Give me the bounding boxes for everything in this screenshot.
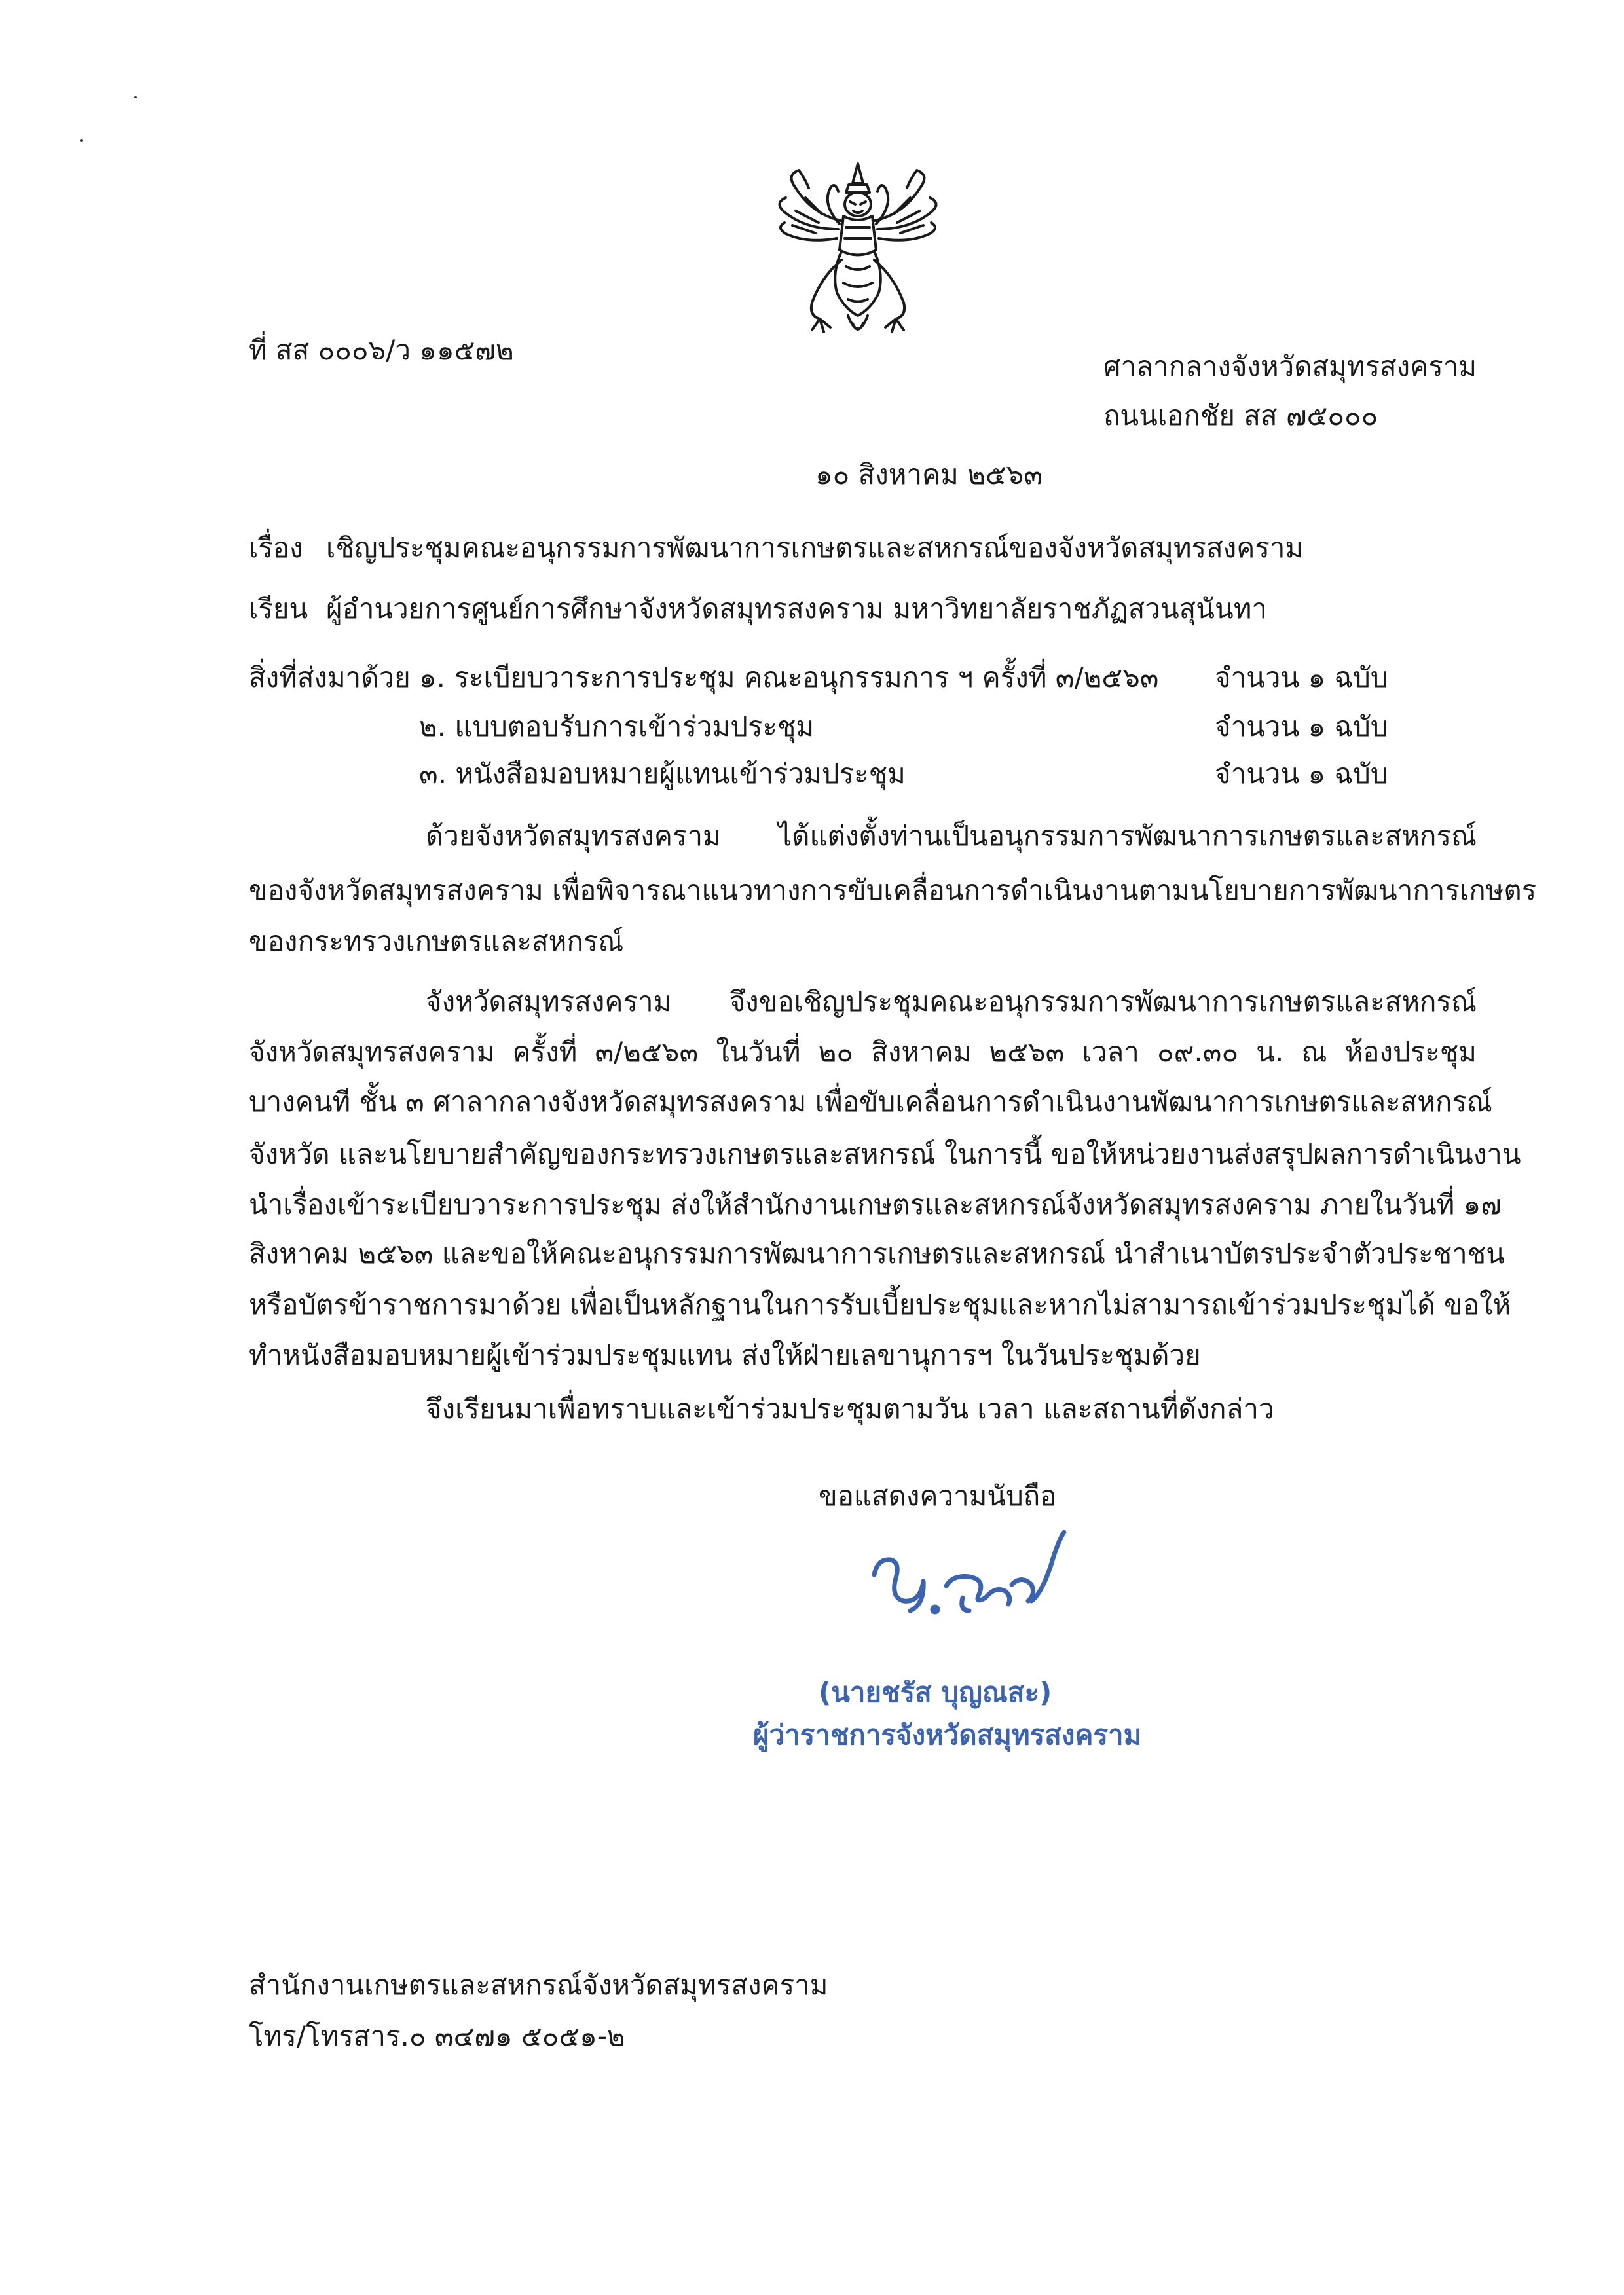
paragraph-2-line: จังหวัดสมุทรสงคราม จึงขอเชิญประชุมคณะอนุกรรมการพัฒนาการเกษตรและสหกรณ์ (426, 985, 1477, 1018)
enclosure-item: ๓. หนังสือมอบหมายผู้แทนเข้าร่วมประชุม (419, 758, 906, 790)
paragraph-1-line: ด้วยจังหวัดสมุทรสงคราม ได้แต่งตั้งท่านเป็นอนุกรรมการพัฒนาการเกษตรและสหกรณ์ (426, 820, 1477, 852)
document-date: ๑๐ สิงหาคม ๒๕๖๓ (815, 458, 1043, 490)
enclosure-quantity: จำนวน ๑ ฉบับ (1215, 758, 1388, 790)
enclosure-quantity: จำนวน ๑ ฉบับ (1215, 710, 1388, 743)
signatory-position: ผู้ว่าราชการจังหวัดสมุทรสงคราม (753, 1719, 1142, 1751)
contact-phone: โทร/โทรสาร.๐ ๓๔๗๑ ๕๐๕๑-๒ (249, 2020, 625, 2052)
paragraph-2-line: หรือบัตรข้าราชการมาด้วย เพื่อเป็นหลักฐานในการรับเบี้ยประชุมและหากไม่สามารถเข้าร่วมประชุมได้ ขอให้ (249, 1289, 1511, 1321)
enclosure-item: ๒. แบบตอบรับการเข้าร่วมประชุม (419, 710, 815, 743)
office-address-line2: ถนนเอกชัย สส ๗๕๐๐๐ (1103, 399, 1378, 431)
enclosures-label: สิ่งที่ส่งมาด้วย (249, 661, 411, 693)
enclosure-quantity: จำนวน ๑ ฉบับ (1215, 661, 1388, 693)
recipient-text: ผู้อำนวยการศูนย์การศึกษาจังหวัดสมุทรสงคราม มหาวิทยาลัยราชภัฏสวนสุนันทา (326, 593, 1268, 625)
paragraph-2-line: จังหวัด และนโยบายสำคัญของกระทรวงเกษตรและสหกรณ์ ในการนี้ ขอให้หน่วยงานส่งสรุปผลการดำเนินงาน (249, 1138, 1521, 1170)
paragraph-2-line: ทำหนังสือมอบหมายผู้เข้าร่วมประชุมแทน ส่งให้ฝ่ายเลขานุการฯ ในวันประชุมด้วย (249, 1339, 1201, 1371)
regards-text: ขอแสดงความนับถือ (819, 1480, 1057, 1512)
handwritten-signature (864, 1513, 1080, 1630)
enclosure-item: ๑. ระเบียบวาระการประชุม คณะอนุกรรมการ ฯ ครั้งที่ ๓/๒๕๖๓ (419, 661, 1159, 693)
document-number: ที่ สส ๐๐๐๖/ว ๑๑๕๗๒ (249, 334, 514, 366)
recipient-label: เรียน (249, 593, 308, 625)
closing-request: จึงเรียนมาเพื่อทราบและเข้าร่วมประชุมตามวัน เวลา และสถานที่ดังกล่าว (426, 1393, 1274, 1425)
issuing-unit: สำนักงานเกษตรและสหกรณ์จังหวัดสมุทรสงคราม (249, 1969, 828, 2001)
paragraph-2-line: สิงหาคม ๒๕๖๓ และขอให้คณะอนุกรรมการพัฒนาการเกษตรและสหกรณ์ นำสำเนาบัตรประจำตัวประชาชน (249, 1238, 1505, 1270)
scan-speck (80, 139, 83, 142)
subject-text: เชิญประชุมคณะอนุกรรมการพัฒนาการเกษตรและสหกรณ์ของจังหวัดสมุทรสงคราม (326, 532, 1304, 564)
paragraph-2-line: นำเรื่องเข้าระเบียบวาระการประชุม ส่งให้สำนักงานเกษตรและสหกรณ์จังหวัดสมุทรสงคราม ภายในวันที่ ๑๗ (249, 1188, 1502, 1221)
paragraph-1-line: ของกระทรวงเกษตรและสหกรณ์ (249, 925, 624, 957)
paragraph-2-line: บางคนที ชั้น ๓ ศาลากลางจังหวัดสมุทรสงคราม เพื่อขับเคลื่อนการดำเนินงานพัฒนาการเกษตรและสหกรณ์ (249, 1086, 1492, 1118)
garuda-emblem-icon (760, 152, 956, 348)
scan-speck (134, 96, 137, 98)
office-address-line1: ศาลากลางจังหวัดสมุทรสงคราม (1103, 350, 1477, 382)
subject-label: เรื่อง (249, 532, 303, 564)
signatory-name: (นายชรัส บุญณสะ) (819, 1676, 1052, 1708)
paragraph-2-line: จังหวัดสมุทรสงคราม ครั้งที่ ๓/๒๕๖๓ ในวันที่ ๒๐ สิงหาคม ๒๕๖๓ เวลา ๐๙.๓๐ น. ณ ห้องประชุม (249, 1036, 1477, 1068)
paragraph-1-line: ของจังหวัดสมุทรสงคราม เพื่อพิจารณาแนวทางการขับเคลื่อนการดำเนินงานตามนโยบายการพัฒนาการเกษตร (249, 874, 1537, 906)
